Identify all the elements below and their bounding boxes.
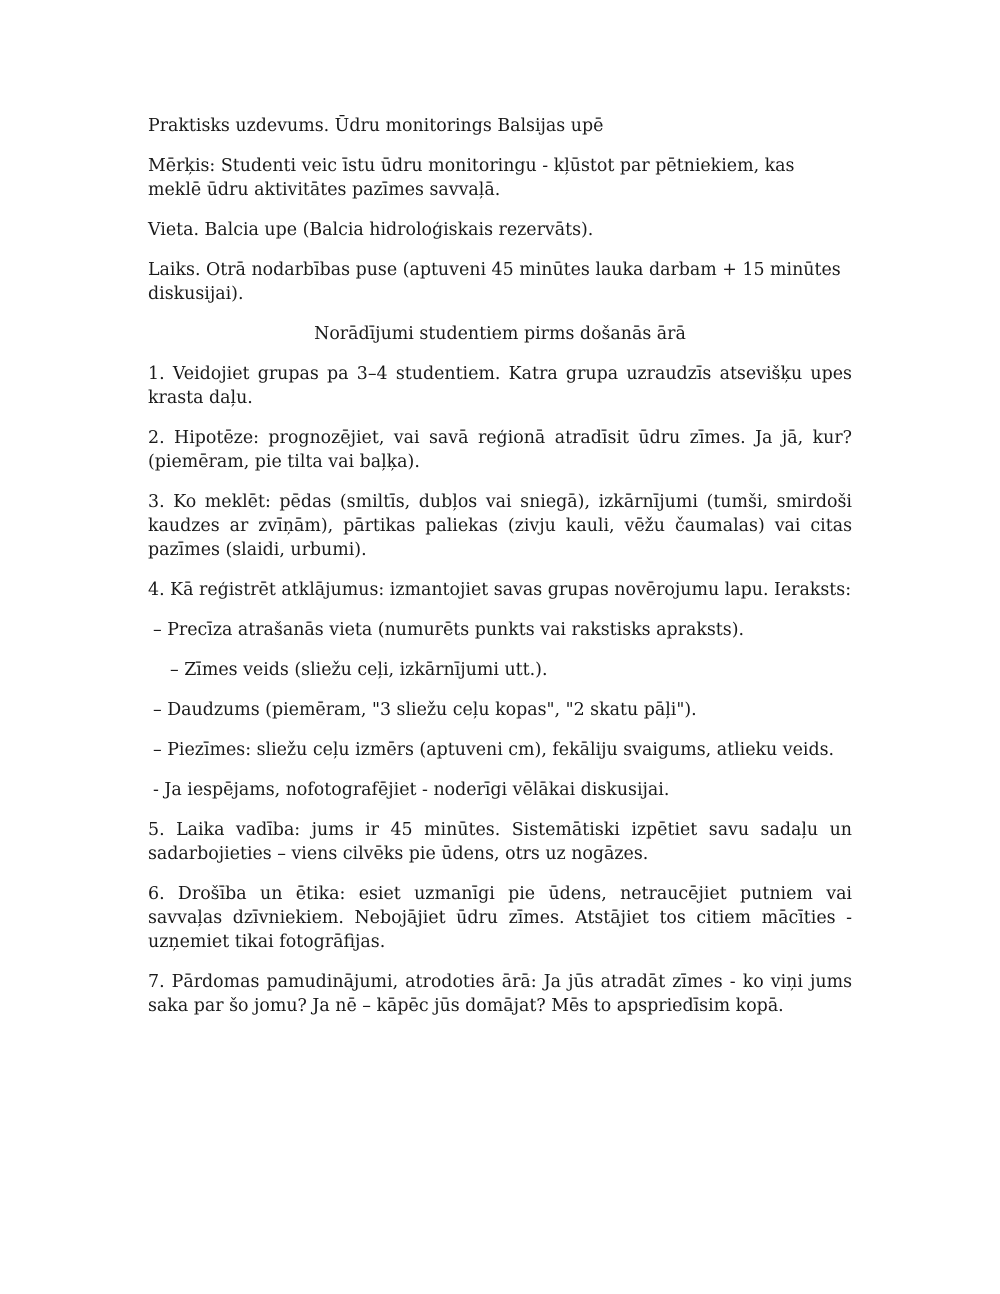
instruction-item-2: 2. Hipotēze: prognozējiet, vai savā reģionā atradīsit ūdru zīmes. Ja jā, kur? (piemēram, pie tilta vai baļķa). (148, 428, 852, 472)
document-title: Praktisks uzdevums. Ūdru monitorings Balsijas upē (148, 116, 604, 136)
instruction-item-4: 4. Kā reģistrēt atklājumus: izmantojiet savas grupas novērojumu lapu. Ieraksts: (148, 580, 852, 600)
document-body (148, 114, 852, 1034)
instruction-item-5: 5. Laika vadība: jums ir 45 minūtes. Sistemātiski izpētiet savu sadaļu un sadarbojieties – viens cilvēks pie ūdens, otrs uz nogāzes. (148, 820, 852, 864)
section-heading: Norādījumi studentiem pirms došanās ārā (314, 324, 686, 344)
goal-paragraph: Mērķis: Studenti veic īstu ūdru monitoringu - kļūstot par pētniekiem, kas meklē ūdru aktivitātes pazīmes savvaļā. (148, 156, 795, 200)
record-subitem-quantity: – Daudzums (piemēram, "3 sliežu ceļu kopas", "2 skatu pāļi"). (153, 700, 697, 720)
record-subitem-photo: - Ja iespējams, nofotografējiet - noderīgi vēlākai diskusijai. (153, 780, 670, 800)
instruction-item-3: 3. Ko meklēt: pēdas (smiltīs, dubļos vai sniegā), izkārnījumi (tumši, smirdoši kaudzes ar zvīņām), pārtikas paliekas (zivju kauli, vēžu čaumalas) vai citas pazīmes (slaidi, urbumi). (148, 492, 852, 560)
record-subitem-notes: – Piezīmes: sliežu ceļu izmērs (aptuveni cm), fekāliju svaigums, atlieku veids. (153, 740, 835, 760)
record-subitem-location: – Precīza atrašanās vieta (numurēts punkts vai rakstisks apraksts). (153, 620, 745, 640)
instruction-item-6: 6. Drošība un ētika: esiet uzmanīgi pie ūdens, netraucējiet putniem vai savvaļas dzīvniekiem. Nebojājiet ūdru zīmes. Atstājiet tos citiem mācīties - uzņemiet tikai fotogrāfijas. (148, 884, 852, 952)
record-subitem-type: – Zīmes veids (sliežu ceļi, izkārnījumi utt.). (170, 660, 548, 680)
instruction-item-7: 7. Pārdomas pamudinājumi, atrodoties ārā: Ja jūs atradāt zīmes - ko viņi jums saka par šo jomu? Ja nē – kāpēc jūs domājat? Mēs to apspriedīsim kopā. (148, 972, 852, 1016)
instruction-item-1: 1. Veidojiet grupas pa 3–4 studentiem. Katra grupa uzraudzīs atsevišķu upes krasta daļu. (148, 364, 852, 408)
time-paragraph: Laiks. Otrā nodarbības puse (aptuveni 45 minūtes lauka darbam + 15 minūtes diskusijai). (148, 260, 841, 304)
place-paragraph: Vieta. Balcia upe (Balcia hidroloģiskais rezervāts). (148, 220, 594, 240)
